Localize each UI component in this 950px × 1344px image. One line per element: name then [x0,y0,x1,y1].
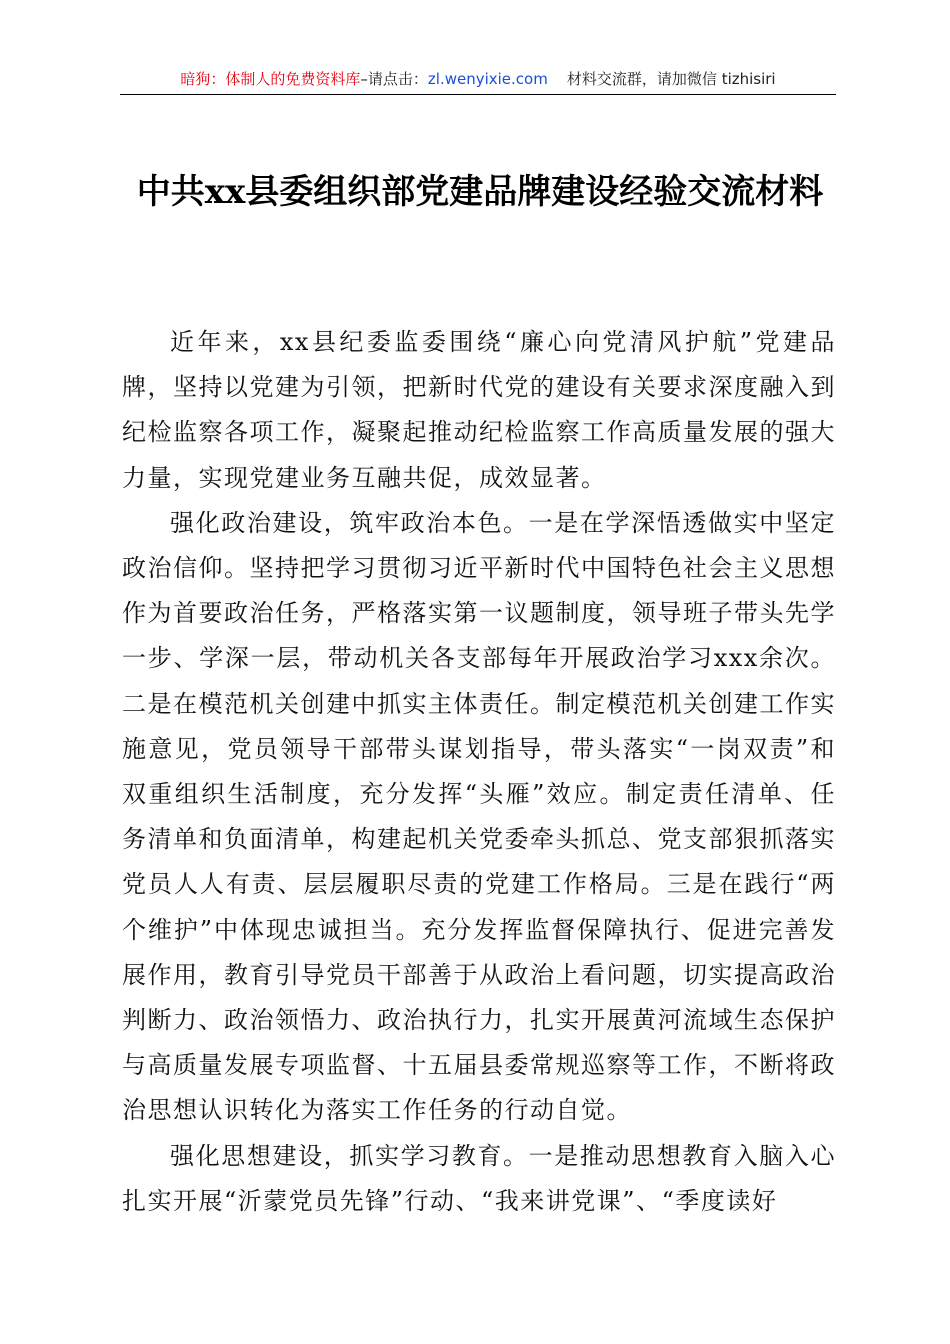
header-link[interactable]: zl.wenyixie.com [427,70,548,88]
paragraph-intro: 近年来，xx县纪委监委围绕“廉心向党清风护航”党建品牌，坚持以党建为引领，把新时代党的建设有关要求深度融入到纪检监察各项工作，凝聚起推动纪检监察工作高质量发展的强大力量，实现党建业务互融共促，成效显著。 [122,328,836,492]
header-promo-text: 暗狗：体制人的免费资料库 [180,70,361,88]
header-wechat-text: 材料交流群，请加微信 tizhisiri [566,70,776,88]
paragraph-ideological-building: 强化思想建设，抓实学习教育。一是推动思想教育入脑入心扎实开展“沂蒙党员先锋”行动、“我来讲党课”、“季度读好 [122,1141,836,1215]
header-click-prompt: –请点击： [360,70,428,88]
paragraph-political-building: 强化政治建设，筑牢政治本色。一是在学深悟透做实中坚定政治信仰。坚持把学习贯彻习近平新时代中国特色社会主义思想作为首要政治任务，严格落实第一议题制度，领导班子带头先学一步、学深一层，带动机关各支部每年开展政治学习xxx余次。二是在模范机关创建中抓实主体责任。制定模范机关创建工作实施意见，党员领导干部带头谋划指导，带头落实“一岗双责”和双重组织生活制度，充分发挥“头雁”效应。制定责任清单、任务清单和负面清单，构建起机关党委牵头抓总、党支部狠抓落实党员人人有责、层层履职尽责的党建工作格局。三是在践行“两个维护”中体现忠诚担当。充分发挥监督保障执行、促进完善发展作用，教育引导党员干部善于从政治上看问题，切实提高政治判断力、政治领悟力、政治执行力，扎实开展黄河流域生态保护与高质量发展专项监督、十五届县委常规巡察等工作，不断将政治思想认识转化为落实工作任务的行动自觉。 [122,508,836,1125]
document-title: 中共xx县委组织部党建品牌建设经验交流材料 [136,172,824,212]
document-body [122,320,836,1224]
header-divider [120,94,836,95]
header-gap [548,70,567,88]
page-header [120,66,836,92]
